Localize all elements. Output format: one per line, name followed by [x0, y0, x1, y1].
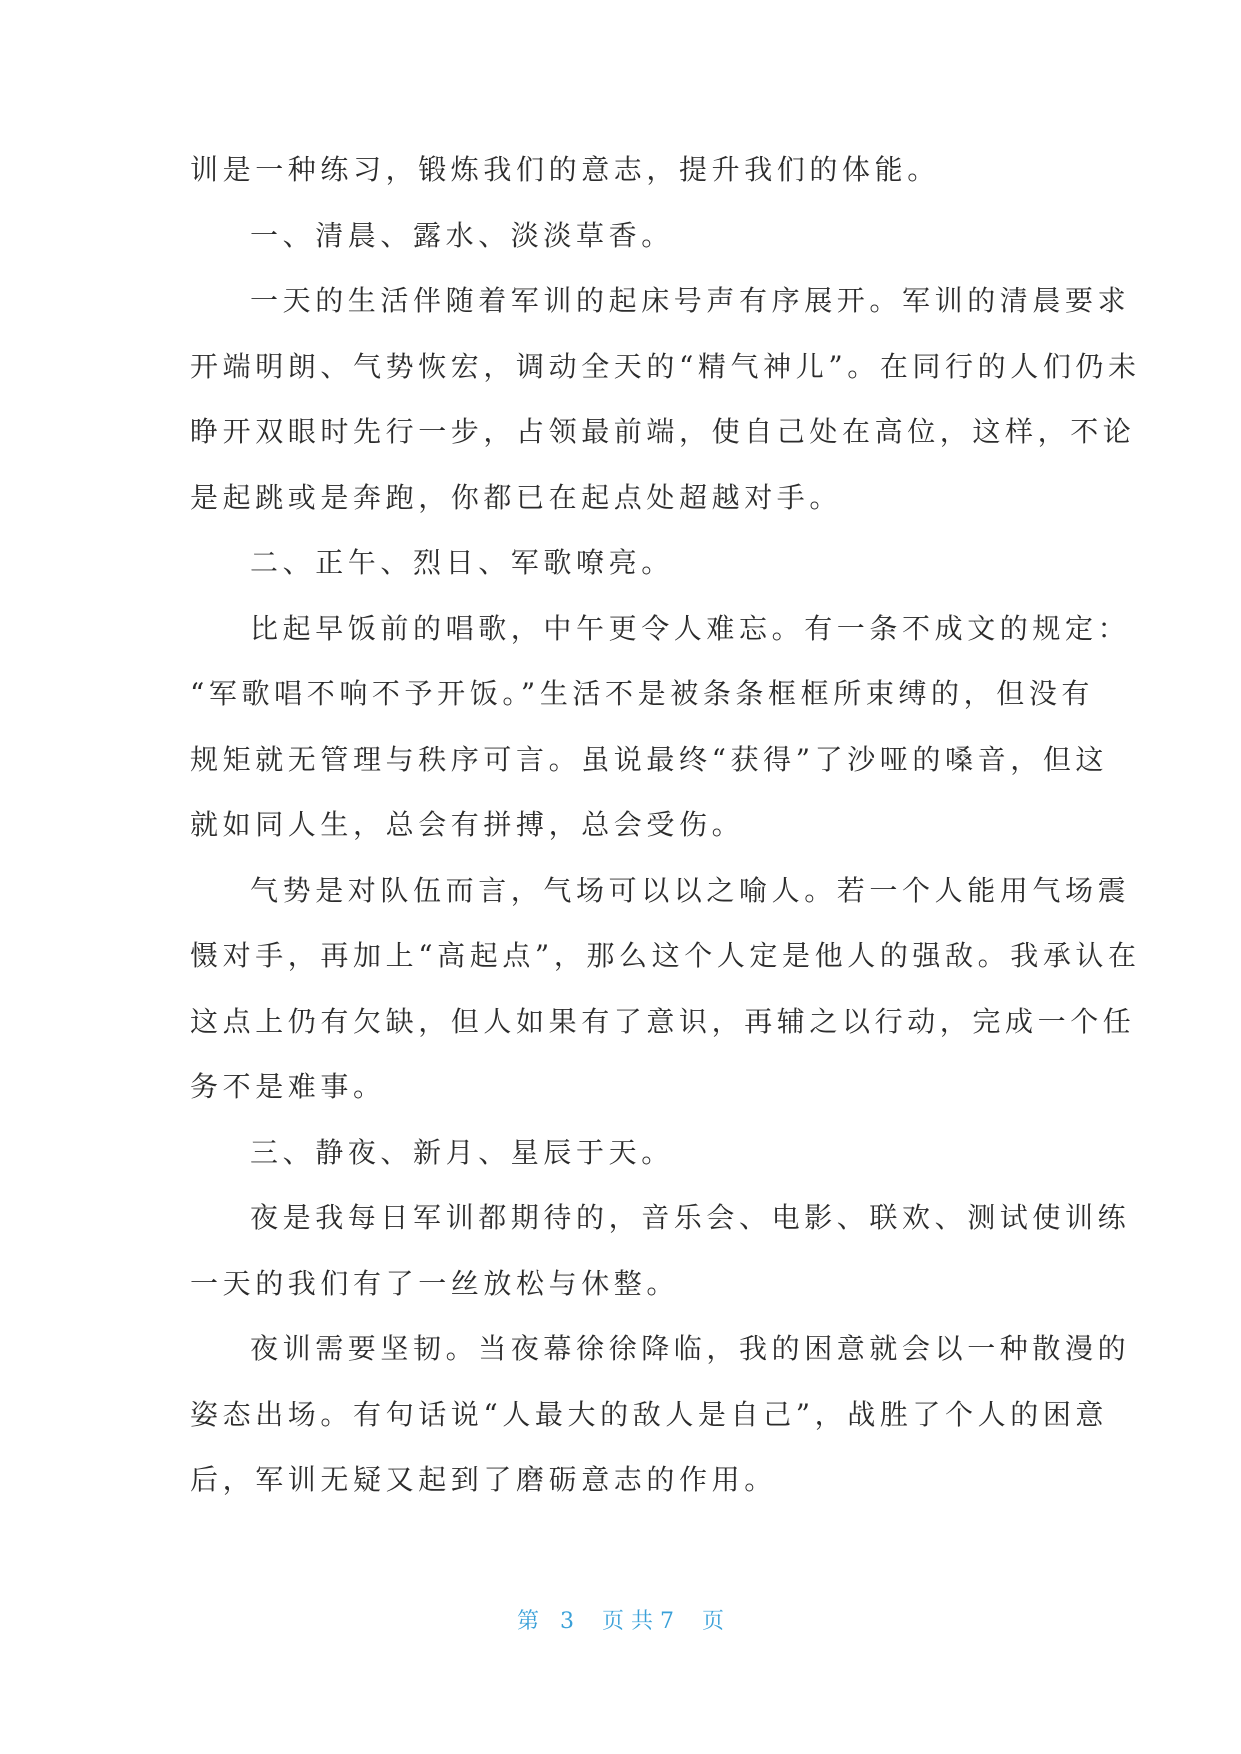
text-line: 一天的生活伴随着军训的起床号声有序展开。军训的清晨要求 — [250, 284, 1131, 317]
text-line: 夜是我每日军训都期待的，音乐会、电影、联欢、测试使训练 — [250, 1201, 1131, 1234]
text-line: 睁开双眼时先行一步，占领最前端，使自己处在高位，这样，不论 — [190, 415, 1136, 448]
section-heading: 三、静夜、新月、星辰于天。 — [250, 1135, 674, 1169]
text-line: 比起早饭前的唱歌，中午更令人难忘。有一条不成文的规定： — [250, 611, 1131, 645]
text-line: 夜训需要坚韧。当夜幕徐徐降临，我的困意就会以一种散漫的 — [250, 1332, 1131, 1365]
section-heading: 一、清晨、露水、淡淡草香。 — [250, 218, 674, 252]
footer-suffix: 页 — [701, 1609, 724, 1634]
footer-middle: 页 共 — [601, 1609, 653, 1634]
text-line: 这点上仍有欠缺，但人如果有了意识，再辅之以行动，完成一个任 — [190, 1004, 1136, 1038]
body-text — [190, 153, 1141, 1530]
text-line: 后，军训无疑又起到了磨砺意志的作用。 — [190, 1463, 777, 1496]
current-page-number: 3 — [560, 1609, 574, 1634]
text-line: 慑对手，再加上“高起点”，那么这个人定是他人的强敌。我承认在 — [190, 939, 1141, 972]
text-line: 开端明朗、气势恢宏，调动全天的“精气神儿”。在同行的人们仍未 — [190, 349, 1141, 383]
text-line: 务不是难事。 — [190, 1070, 386, 1103]
text-line: 一天的我们有了一丝放松与休整。 — [190, 1266, 680, 1300]
text-line: “军歌唱不响不予开饭。”生活不是被条条框框所束缚的，但没有 — [190, 677, 1095, 710]
text-line: 是起跳或是奔跑，你都已在起点处超越对手。 — [190, 480, 843, 514]
text-line: 气势是对队伍而言，气场可以以之喻人。若一个人能用气场震 — [250, 873, 1131, 907]
section-heading: 二、正午、烈日、军歌嘹亮。 — [250, 546, 674, 579]
page-footer — [0, 1604, 1241, 1635]
text-line: 姿态出场。有句话说“人最大的敌人是自己”，战胜了个人的困意 — [190, 1397, 1109, 1431]
text-line: 就如同人生，总会有拼搏，总会受伤。 — [190, 808, 745, 841]
total-pages-number: 7 — [659, 1609, 674, 1634]
footer-prefix: 第 — [517, 1609, 540, 1634]
text-line: 训是一种练习，锻炼我们的意志，提升我们的体能。 — [190, 153, 940, 186]
text-line: 规矩就无管理与秩序可言。虽说最终“获得”了沙哑的嗓音，但这 — [190, 742, 1109, 776]
